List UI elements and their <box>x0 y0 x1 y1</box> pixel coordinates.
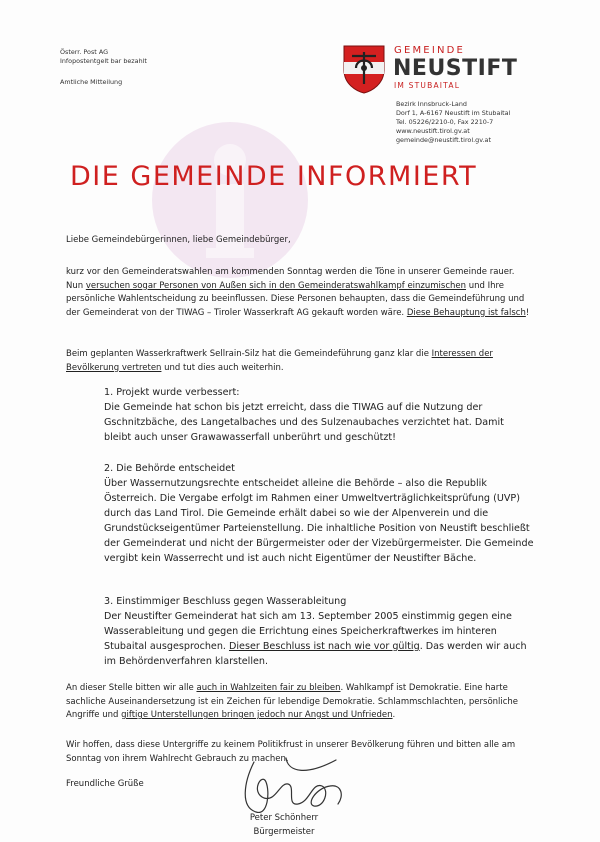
list-item-heading: 1. Projekt wurde verbessert: <box>104 387 240 398</box>
signer-name: Peter Schönherr <box>249 813 319 823</box>
postal-line-1: Österr. Post AG <box>60 48 109 56</box>
address-line: Bezirk Innsbruck-Land <box>396 100 467 108</box>
underlined-text: Diese Behauptung ist falsch <box>406 307 526 318</box>
closing: Freundliche Grüße <box>66 779 144 789</box>
paragraph-3: An dieser Stelle bitten wir alle auch in Wahlzeiten fair zu bleiben. Wahlkampf ist Demokratie. Eine harte sachliche Auseinandersetzung ist ein Zeichen für lebendige Demokratie. Schlammschlachten, persönliche Angriffe und giftige Unterstellungen bringen jedoch nur Angst und Unfrieden. <box>66 683 519 720</box>
list-item-text: Der Neustifter Gemeinderat hat sich am 13. September 2005 einstimmig gegen eine Wasserableitung und gegen die Errichtung eines Speicherkraftwerkes im hinteren Stubaital ausgesprochen. Dieser Beschluss ist nach wie vor gültig. Das werden wir auch im Behördenverfahren klarstellen. <box>104 611 527 667</box>
paragraph-1: kurz vor den Gemeinderatswahlen am kommenden Sonntag werden die Töne in unserer Gemeinde rauer. Nun versuchen sogar Personen von Außen sich in den Gemeinderatswahlkampf einzumischen und Ihre persönliche Wahlentscheidung zu beeinflussen. Diese Personen behaupten, dass die Gemeindeführung und der Gemeinderat von der TIWAG – Tiroler Wasserkraft AG gekauft worden wäre. Diese Behauptung ist falsch! <box>66 267 530 318</box>
list-item-1 <box>104 385 534 445</box>
underlined-text: giftige Unterstellungen bringen jedoch nur Angst und Unfrieden <box>121 710 393 720</box>
underlined-text: auch in Wahlzeiten fair zu bleiben <box>196 683 341 693</box>
address-block <box>396 100 510 145</box>
postal-line-2: Infopostentgelt bar bezahlt <box>60 57 147 65</box>
email-link[interactable]: gemeinde@neustift.tirol.gv.at <box>396 136 491 144</box>
list-item-2 <box>104 461 534 566</box>
salutation: Liebe Gemeindebürgerinnen, liebe Gemeindebürger, <box>66 235 291 245</box>
municipality-logo <box>342 44 542 96</box>
list-item-text: Die Gemeinde hat schon bis jetzt erreicht, dass die TIWAG auf die Nutzung der Gschnitzbäche, des Langetalbaches und des Sulzenaubaches verzichtet hat. Damit bleibt auch unser Grawawasserfall unberührt und geschützt! <box>104 402 504 443</box>
official-notice: Amtliche Mitteilung <box>60 78 123 86</box>
address-line: Tel. 05226/2210-0, Fax 2210-7 <box>396 118 494 126</box>
list-item-heading: 2. Die Behörde entscheidet <box>104 463 235 474</box>
list-item-3 <box>104 594 534 669</box>
paragraph-4: Wir hoffen, dass diese Untergriffe zu keinem Politikfrust in unserer Bevölkerung führen und bitten alle am Sonntag von ihrem Wahlrecht Gebrauch zu machen. <box>66 740 516 764</box>
signer-block <box>244 812 324 839</box>
list-item-text: Über Wassernutzungsrechte entscheidet alleine die Behörde – also die Republik Österreich. Die Vergabe erfolgt im Rahmen einer Umweltverträglichkeitsprüfung (UVP) durch das Land Tirol. Die Gemeinde erhält dabei so wie der Alpenverein und die Grundstückseigentümer Parteienstellung. Die inhaltliche Position von Neustift beschließt der Gemeinderat und nicht der Bürgermeister oder der Vizebürgermeister. Die Gemeinde vergibt kein Wasserrecht und ist auch nicht Eigentümer der Neustifter Bäche. <box>104 478 534 564</box>
underlined-text: Interessen der Bevölkerung vertreten <box>66 349 493 373</box>
list-item-heading: 3. Einstimmiger Beschluss gegen Wasserableitung <box>104 596 347 607</box>
logo-name: NEUSTIFT <box>393 56 518 81</box>
underlined-text: versuchen sogar Personen von Außen sich in den Gemeinderatswahlkampf einzumischen <box>85 280 467 291</box>
logo-gemeinde: GEMEINDE <box>394 45 466 56</box>
logo-sub: IM STUBAITAL <box>394 81 461 90</box>
crest-icon <box>342 44 386 94</box>
underlined-text: Dieser Beschluss ist nach wie vor gültig <box>229 641 420 652</box>
paragraph-2: Beim geplanten Wasserkraftwerk Sellrain-Silz hat die Gemeindeführung ganz klar die Interessen der Bevölkerung vertreten und tut dies auch weiterhin. <box>66 349 493 373</box>
address-line: Dorf 1, A-6167 Neustift im Stubaital <box>396 109 511 117</box>
signer-role: Bürgermeister <box>253 826 315 837</box>
postal-info <box>60 48 147 66</box>
page-title: DIE GEMEINDE INFORMIERT <box>70 161 478 192</box>
website-link[interactable]: www.neustift.tirol.gv.at <box>396 127 470 135</box>
info-watermark-icon <box>150 120 310 280</box>
